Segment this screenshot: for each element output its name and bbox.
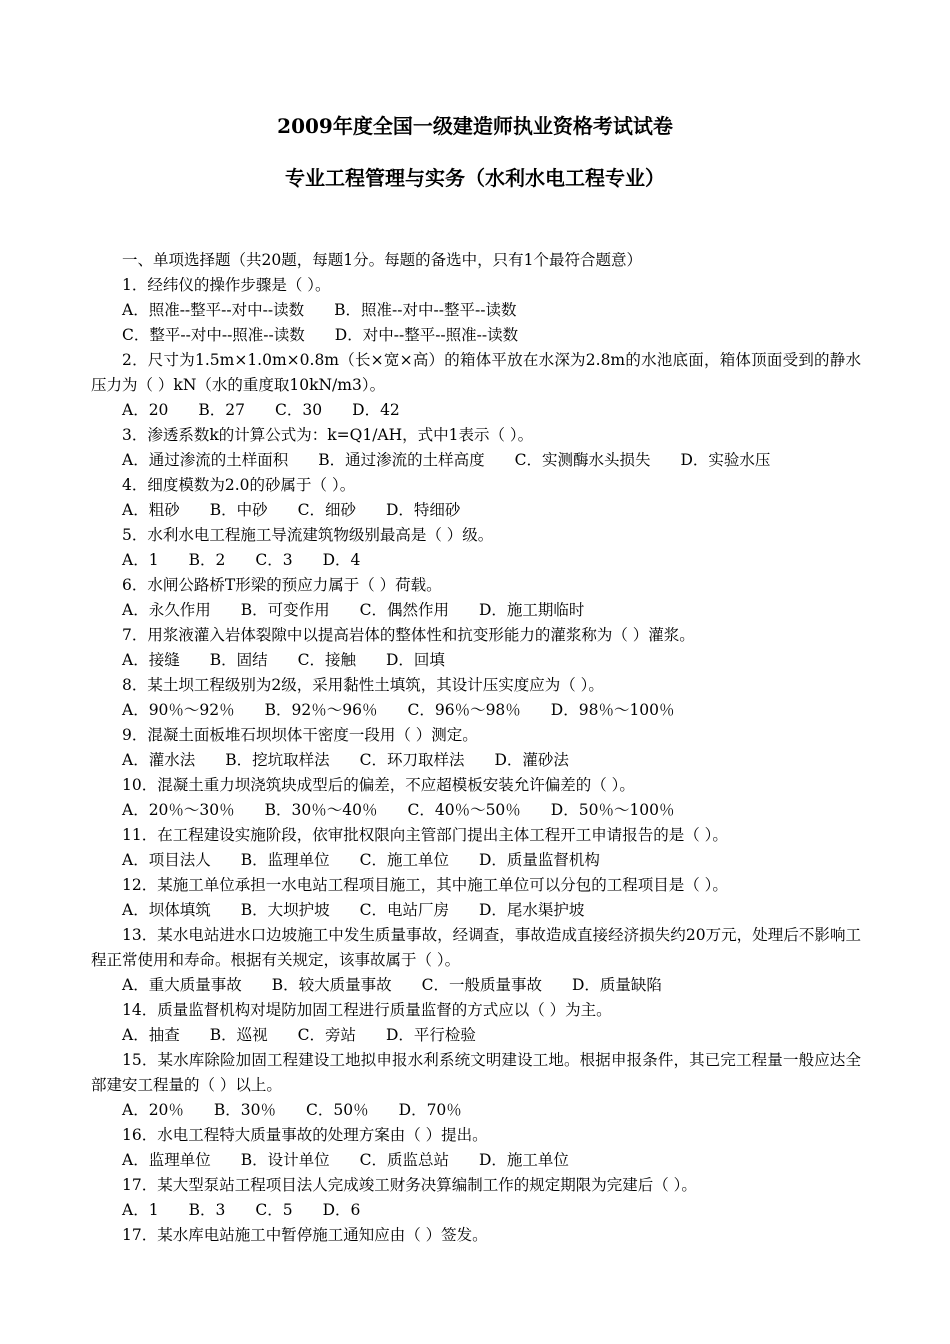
answer-option: B．固结 [209,651,268,669]
section-heading: 一、单项选择题（共20题，每题1分。每题的备选中，只有1个最符合题意） [122,251,642,269]
answer-option: A．抽查 [122,1026,180,1044]
option-row [91,698,861,723]
answer-option: D．98％～100％ [550,701,675,719]
answer-option: D．42 [352,401,400,419]
answer-option: C．质监总站 [359,1151,449,1169]
answer-option: C．偶然作用 [359,601,449,619]
answer-option: D．实验水压 [680,451,771,469]
answer-option: D．施工单位 [478,1151,569,1169]
answer-option: C．一般质量事故 [421,976,542,994]
answer-option: D．50％～100％ [550,801,675,819]
answer-option: C．接触 [297,651,356,669]
answer-option: B．设计单位 [240,1151,330,1169]
document-title: 2009年度全国一级建造师执业资格考试试卷 [277,114,673,138]
answer-option: B．92％～96％ [264,701,378,719]
answer-option: A．照准--整平--对中--读数 [122,301,305,319]
answer-option: C．96％～98％ [407,701,521,719]
answer-option: C．30 [275,401,323,419]
question-text: 13．某水电站进水口边坡施工中发生质量事故，经调查，事故造成直接经济损失约20万元，处理后不影响工程正常使用和寿命。根据有关规定，该事故属于（ ）。 [91,926,861,969]
option-row [91,973,861,998]
answer-option: D．回填 [385,651,445,669]
answer-option: D．特细砂 [385,501,461,519]
option-row [91,448,861,473]
answer-option: C．3 [255,551,293,569]
question-text: 6．水闸公路桥T形梁的预应力属于（ ）荷载。 [122,576,442,594]
question-text: 16．水电工程特大质量事故的处理方案由（ ）提出。 [122,1126,488,1144]
answer-option: D．6 [322,1201,361,1219]
question-text: 15．某水库除险加固工程建设工地拟申报水利系统文明建设工地。根据申报条件，其已完工程量一般应达全部建安工程量的（ ）以上。 [91,1051,861,1094]
option-row [91,798,861,823]
answer-option: C．40％～50％ [407,801,521,819]
answer-option: B．大坝护坡 [240,901,330,919]
question-text: 10．混凝土重力坝浇筑块成型后的偏差，不应超模板安装允许偏差的（ ）。 [122,776,635,794]
question-text: 11．在工程建设实施阶段，依审批权限向主管部门提出主体工程开工申请报告的是（ ）。 [122,826,728,844]
answer-option: B．巡视 [209,1026,268,1044]
answer-option: B．30％ [213,1101,277,1119]
answer-option: A．1 [122,551,159,569]
answer-option: B．3 [188,1201,226,1219]
answer-option: C．细砂 [297,501,356,519]
answer-option: A．20％ [122,1101,184,1119]
answer-option: A．灌水法 [122,751,196,769]
question-text: 14．质量监督机构对堤防加固工程进行质量监督的方式应以（ ）为主。 [122,1001,612,1019]
question-text: 12．某施工单位承担一水电站工程项目施工，其中施工单位可以分包的工程项目是（ ）。 [122,876,728,894]
answer-option: B．照准--对中--整平--读数 [334,301,517,319]
answer-option: A．1 [122,1201,159,1219]
answer-option: B．监理单位 [240,851,330,869]
question-text: 5．水利水电工程施工导流建筑物级别最高是（ ）级。 [122,526,494,544]
question-text: 4．细度模数为2.0的砂属于（ ）。 [122,476,356,494]
answer-option: D．质量监督机构 [478,851,600,869]
option-row [91,848,861,873]
answer-option: D．质量缺陷 [571,976,662,994]
question-text: 17．某水库电站施工中暂停施工通知应由（ ）签发。 [122,1226,488,1244]
answer-option: C．实测酶水头损失 [514,451,651,469]
document-subtitle: 专业工程管理与实务（水利水电工程专业） [285,166,665,190]
option-row [91,1198,861,1223]
answer-option: A．项目法人 [122,851,211,869]
question-text: 3．渗透系数k的计算公式为：k=Q1/AH，式中1表示（ ）。 [122,426,534,444]
answer-option: D．尾水渠护坡 [478,901,585,919]
question-text: 8．某土坝工程级别为2级，采用黏性土填筑，其设计压实度应为（ ）。 [122,676,604,694]
option-row [91,323,861,348]
answer-option: C．环刀取样法 [359,751,465,769]
option-row [91,498,861,523]
answer-option: D．施工期临时 [478,601,585,619]
document-body [91,248,861,1248]
option-row [91,1023,861,1048]
answer-option: D．4 [322,551,361,569]
question-text: 17．某大型泵站工程项目法人完成竣工财务决算编制工作的规定期限为完建后（ ）。 [122,1176,697,1194]
answer-option: B．27 [198,401,246,419]
question-text: 2．尺寸为1.5m×1.0m×0.8m（长×宽×高）的箱体平放在水深为2.8m的水池底面，箱体顶面受到的静水压力为（ ）kN（水的重度取10kN/m3）。 [91,351,861,394]
option-row [91,1148,861,1173]
answer-option: A．20 [122,401,169,419]
answer-option: A．坝体填筑 [122,901,211,919]
option-row [91,298,861,323]
answer-option: C．整平--对中--照准--读数 [122,326,305,344]
answer-option: B．通过渗流的土样高度 [318,451,485,469]
answer-option: C．施工单位 [359,851,449,869]
answer-option: B．较大质量事故 [271,976,392,994]
option-row [91,598,861,623]
answer-option: D．平行检验 [385,1026,476,1044]
answer-option: D．70％ [398,1101,462,1119]
answer-option: A．永久作用 [122,601,211,619]
answer-option: B．可变作用 [240,601,330,619]
answer-option: A．重大质量事故 [122,976,242,994]
answer-option: C．5 [255,1201,293,1219]
answer-option: A．90％～92％ [122,701,235,719]
answer-option: D．灌砂法 [494,751,569,769]
answer-option: A．接缝 [122,651,180,669]
option-row [91,1098,861,1123]
answer-option: B．中砂 [209,501,268,519]
answer-option: B．30％～40％ [264,801,378,819]
answer-option: D．对中--整平--照准--读数 [334,326,519,344]
option-row [91,398,861,423]
answer-option: B．2 [188,551,226,569]
question-text: 9．混凝土面板堆石坝坝体干密度一段用（ ）测定。 [122,726,478,744]
answer-option: A．20％～30％ [122,801,235,819]
option-row [91,648,861,673]
answer-option: B．挖坑取样法 [225,751,330,769]
option-row [91,548,861,573]
question-text: 1．经纬仪的操作步骤是（ ）。 [122,276,331,294]
question-text: 7．用浆液灌入岩体裂隙中以提高岩体的整体性和抗变形能力的灌浆称为（ ）灌浆。 [122,626,695,644]
answer-option: C．旁站 [297,1026,356,1044]
answer-option: A．监理单位 [122,1151,211,1169]
answer-option: A．粗砂 [122,501,180,519]
answer-option: A．通过渗流的土样面积 [122,451,289,469]
answer-option: C．50％ [306,1101,369,1119]
option-row [91,748,861,773]
option-row [91,898,861,923]
answer-option: C．电站厂房 [359,901,449,919]
